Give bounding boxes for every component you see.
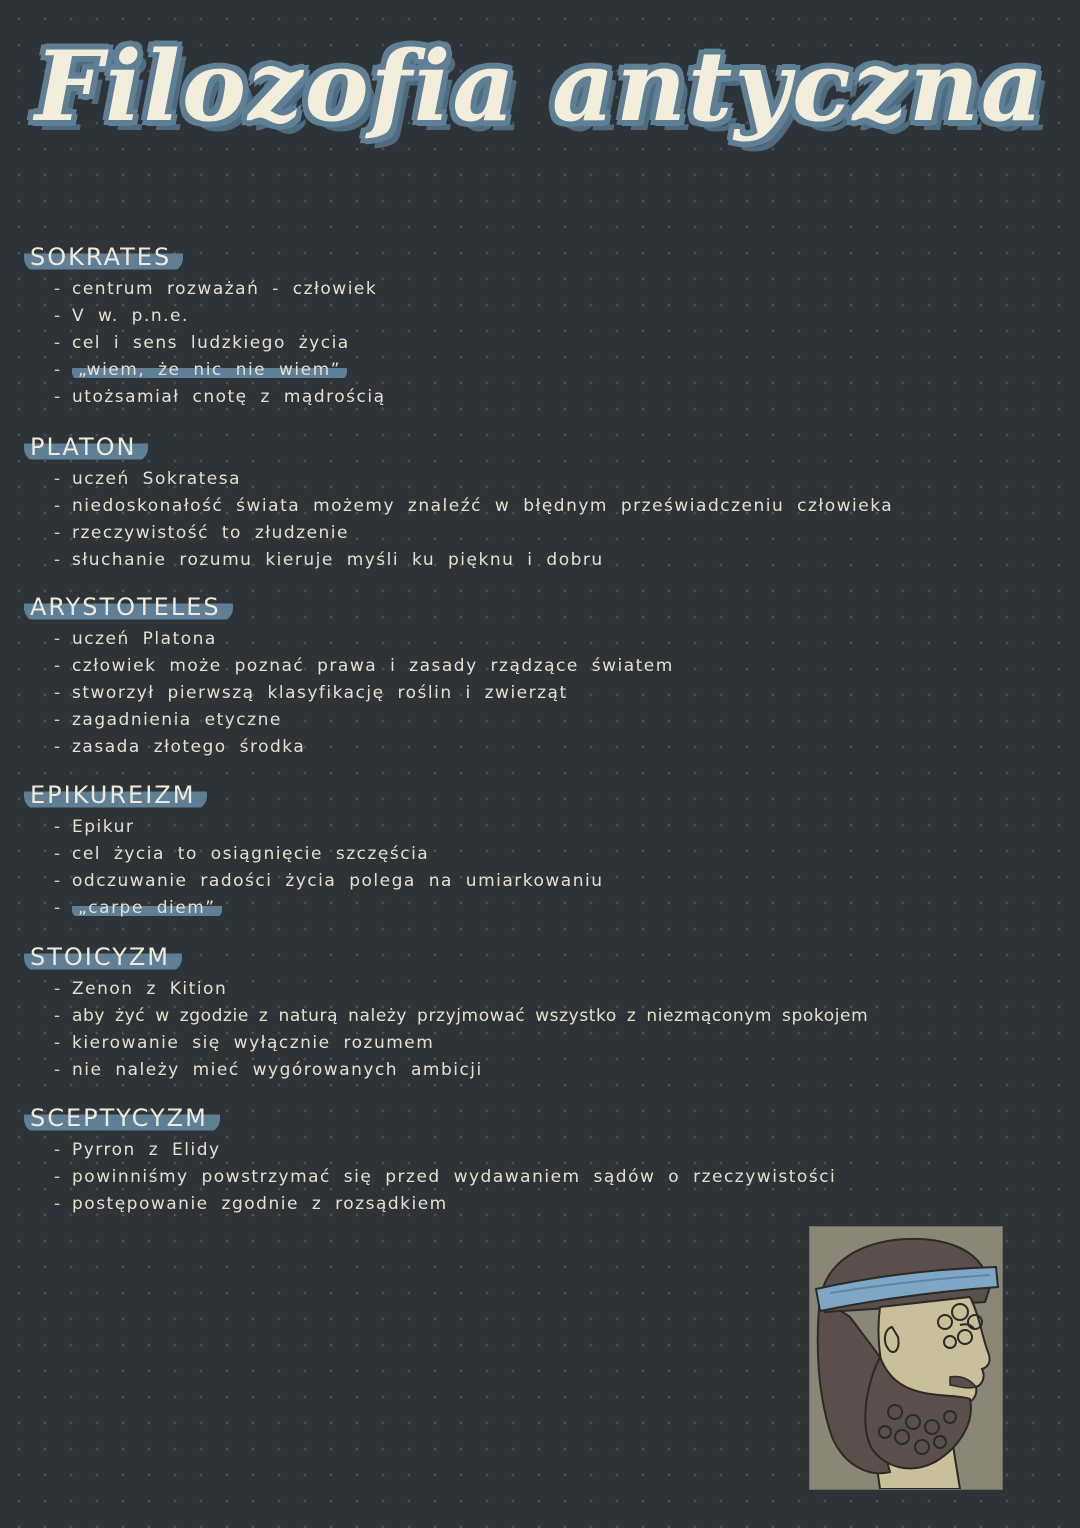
list-item: - Pyrron z Elidy (54, 1140, 221, 1160)
item-list (24, 814, 1064, 922)
philosopher-bust-illustration (810, 1227, 1002, 1489)
list-item: - powinniśmy powstrzymać się przed wydawaniem sądów o rzeczywistości (54, 1167, 837, 1187)
list-item: - uczeń Sokratesa (54, 469, 242, 489)
highlighted-quote: „wiem, że nic nie wiem” (72, 360, 347, 380)
list-item: - „wiem, że nic nie wiem” (54, 357, 1064, 384)
list-item: - „carpe diem” (54, 895, 1064, 922)
highlighted-quote: „carpe diem” (72, 898, 222, 918)
item-list (24, 466, 1064, 574)
section-stoicyzm (24, 942, 1064, 1084)
section-heading: EPIKUREIZM (24, 780, 207, 810)
list-item: - odczuwanie radości życia polega na umiarkowaniu (54, 871, 604, 891)
list-item: - zagadnienia etyczne (54, 710, 282, 730)
list-item: - rzeczywistość to złudzenie (54, 523, 349, 543)
list-item: - słuchanie rozumu kieruje myśli ku pięknu i dobru (54, 550, 604, 570)
item-list (24, 976, 1064, 1084)
section-sceptycyzm (24, 1103, 1064, 1218)
section-arystoteles (24, 592, 1064, 761)
section-platon (24, 432, 1064, 574)
title-container (0, 20, 1080, 154)
list-item: - nie należy mieć wygórowanych ambicji (54, 1060, 483, 1080)
section-epikureizm (24, 780, 1064, 922)
section-heading: PLATON (24, 432, 148, 462)
list-item: - niedoskonałość świata możemy znaleźć w błędnym przeświadczeniu człowieka (54, 496, 894, 516)
section-sokrates (24, 242, 1064, 411)
list-item: - Zenon z Kition (54, 979, 228, 999)
section-heading: ARYSTOTELES (24, 592, 233, 622)
list-item: - cel i sens ludzkiego życia (54, 333, 350, 353)
list-item: - Epikur (54, 817, 135, 837)
item-list (24, 1137, 1064, 1218)
list-item: - postępowanie zgodnie z rozsądkiem (54, 1194, 448, 1214)
list-item: - uczeń Platona (54, 629, 217, 649)
list-item: - zasada złotego środka (54, 737, 306, 757)
list-item: - kierowanie się wyłącznie rozumem (54, 1033, 435, 1053)
list-item: - V w. p.n.e. (54, 306, 189, 326)
list-item: - aby żyć w zgodzie z naturą należy przyjmować wszystko z niezmąconym spokojem (54, 1006, 869, 1026)
list-item: - stworzył pierwszą klasyfikację roślin i zwierząt (54, 683, 568, 703)
section-heading: STOICYZM (24, 942, 182, 972)
philosopher-portrait (809, 1226, 1003, 1490)
list-item: - centrum rozważań - człowiek (54, 279, 378, 299)
section-heading: SCEPTYCYZM (24, 1103, 220, 1133)
section-heading: SOKRATES (24, 242, 183, 272)
item-list (24, 276, 1064, 411)
item-list (24, 626, 1064, 761)
list-item: - utożsamiał cnotę z mądrością (54, 387, 386, 407)
list-item: - człowiek może poznać prawa i zasady rządzące światem (54, 656, 674, 676)
page-title: Filozofia antyczna (34, 30, 1046, 143)
list-item: - cel życia to osiągnięcie szczęścia (54, 844, 430, 864)
